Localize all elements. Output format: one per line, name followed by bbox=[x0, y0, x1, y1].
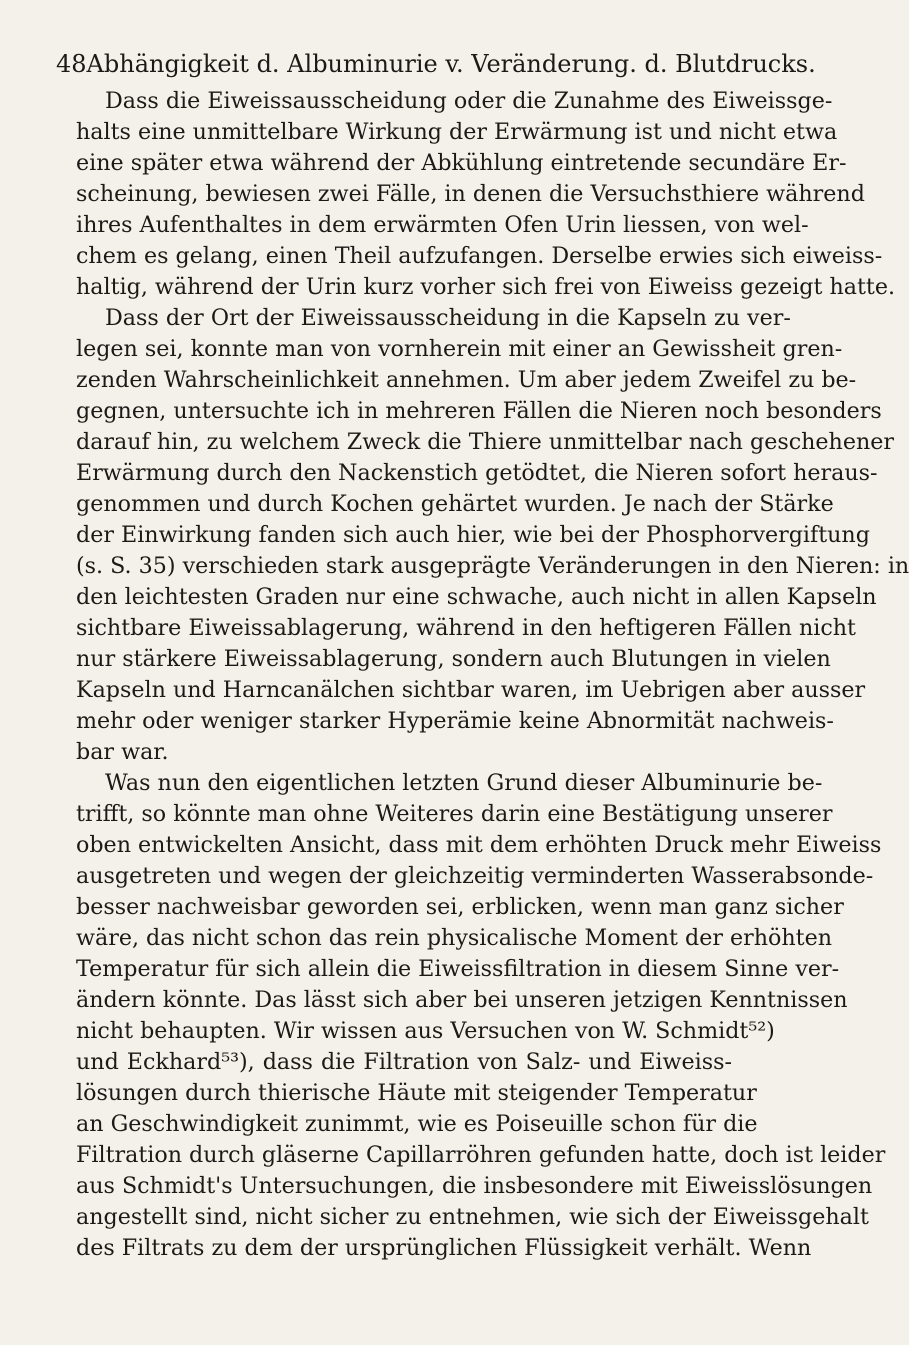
text-line: gegnen, untersuchte ich in mehreren Fällen die Nieren noch besonders bbox=[76, 398, 882, 424]
text-line: ausgetreten und wegen der gleichzeitig verminderten Wasserabsonde- bbox=[76, 863, 874, 889]
text-line: des Filtrats zu dem der ursprünglichen Flüssigkeit verhält. Wenn bbox=[76, 1235, 812, 1261]
text-line: chem es gelang, einen Theil aufzufangen. Derselbe erwies sich eiweiss- bbox=[76, 243, 883, 269]
text-line: legen sei, konnte man von vornherein mit einer an Gewissheit gren- bbox=[76, 336, 843, 362]
text-line: eine später etwa während der Abkühlung eintretende secundäre Er- bbox=[76, 150, 847, 176]
text-line: bar war. bbox=[76, 739, 169, 765]
text-line: mehr oder weniger starker Hyperämie keine Abnormität nachweis- bbox=[76, 708, 834, 734]
text-line: an Geschwindigkeit zunimmt, wie es Poiseuille schon für die bbox=[76, 1111, 758, 1137]
text-line: oben entwickelten Ansicht, dass mit dem erhöhten Druck mehr Eiweiss bbox=[76, 832, 882, 858]
text-line: genommen und durch Kochen gehärtet wurden. Je nach der Stärke bbox=[76, 491, 834, 517]
text-line: wäre, das nicht schon das rein physicalische Moment der erhöhten bbox=[76, 925, 833, 951]
text-line: lösungen durch thierische Häute mit steigender Temperatur bbox=[76, 1080, 757, 1106]
text-line: aus Schmidt's Untersuchungen, die insbesondere mit Eiweisslösungen bbox=[76, 1173, 873, 1199]
body-text bbox=[76, 86, 909, 1264]
text-line: (s. S. 35) verschieden stark ausgeprägte Veränderungen in den Nieren: in bbox=[76, 553, 909, 579]
text-line: besser nachweisbar geworden sei, erblicken, wenn man ganz sicher bbox=[76, 894, 844, 920]
running-title: Abhängigkeit d. Albuminurie v. Veränderung. d. Blutdrucks. bbox=[86, 50, 816, 78]
text-line: nur stärkere Eiweissablagerung, sondern auch Blutungen in vielen bbox=[76, 646, 831, 672]
text-line: scheinung, bewiesen zwei Fälle, in denen die Versuchsthiere während bbox=[76, 181, 865, 207]
text-line: Filtration durch gläserne Capillarröhren gefunden hatte, doch ist leider bbox=[76, 1142, 886, 1168]
text-line: der Einwirkung fanden sich auch hier, wie bei der Phosphorvergiftung bbox=[76, 522, 870, 548]
text-line: trifft, so könnte man ohne Weiteres darin eine Bestätigung unserer bbox=[76, 801, 833, 827]
text-line: den leichtesten Graden nur eine schwache, auch nicht in allen Kapseln bbox=[76, 584, 877, 610]
text-line: nicht behaupten. Wir wissen aus Versuchen von W. Schmidt⁵²) bbox=[76, 1018, 775, 1044]
text-line: Dass der Ort der Eiweissausscheidung in die Kapseln zu ver- bbox=[105, 305, 791, 331]
text-line: darauf hin, zu welchem Zweck die Thiere unmittelbar nach geschehener bbox=[76, 429, 895, 455]
text-line: Temperatur für sich allein die Eiweissfiltration in diesem Sinne ver- bbox=[76, 956, 840, 982]
text-line: haltig, während der Urin kurz vorher sich frei von Eiweiss gezeigt hatte. bbox=[76, 274, 895, 300]
text-line: Dass die Eiweissausscheidung oder die Zunahme des Eiweissge- bbox=[105, 88, 833, 114]
text-line: ändern könnte. Das lässt sich aber bei unseren jetzigen Kenntnissen bbox=[76, 987, 848, 1013]
page-number: 48 bbox=[56, 50, 87, 78]
text-line: und Eckhard⁵³), dass die Filtration von Salz- und Eiweiss- bbox=[76, 1049, 732, 1075]
text-line: Erwärmung durch den Nackenstich getödtet, die Nieren sofort heraus- bbox=[76, 460, 878, 486]
text-line: sichtbare Eiweissablagerung, während in den heftigeren Fällen nicht bbox=[76, 615, 856, 641]
text-line: ihres Aufenthaltes in dem erwärmten Ofen Urin liessen, von wel- bbox=[76, 212, 809, 238]
page-header bbox=[56, 50, 816, 90]
text-line: halts eine unmittelbare Wirkung der Erwärmung ist und nicht etwa bbox=[76, 119, 838, 145]
text-line: zenden Wahrscheinlichkeit annehmen. Um aber jedem Zweifel zu be- bbox=[76, 367, 857, 393]
text-line: Was nun den eigentlichen letzten Grund dieser Albuminurie be- bbox=[105, 770, 823, 796]
text-line: angestellt sind, nicht sicher zu entnehmen, wie sich der Eiweissgehalt bbox=[76, 1204, 869, 1230]
text-line: Kapseln und Harncanälchen sichtbar waren, im Uebrigen aber ausser bbox=[76, 677, 866, 703]
